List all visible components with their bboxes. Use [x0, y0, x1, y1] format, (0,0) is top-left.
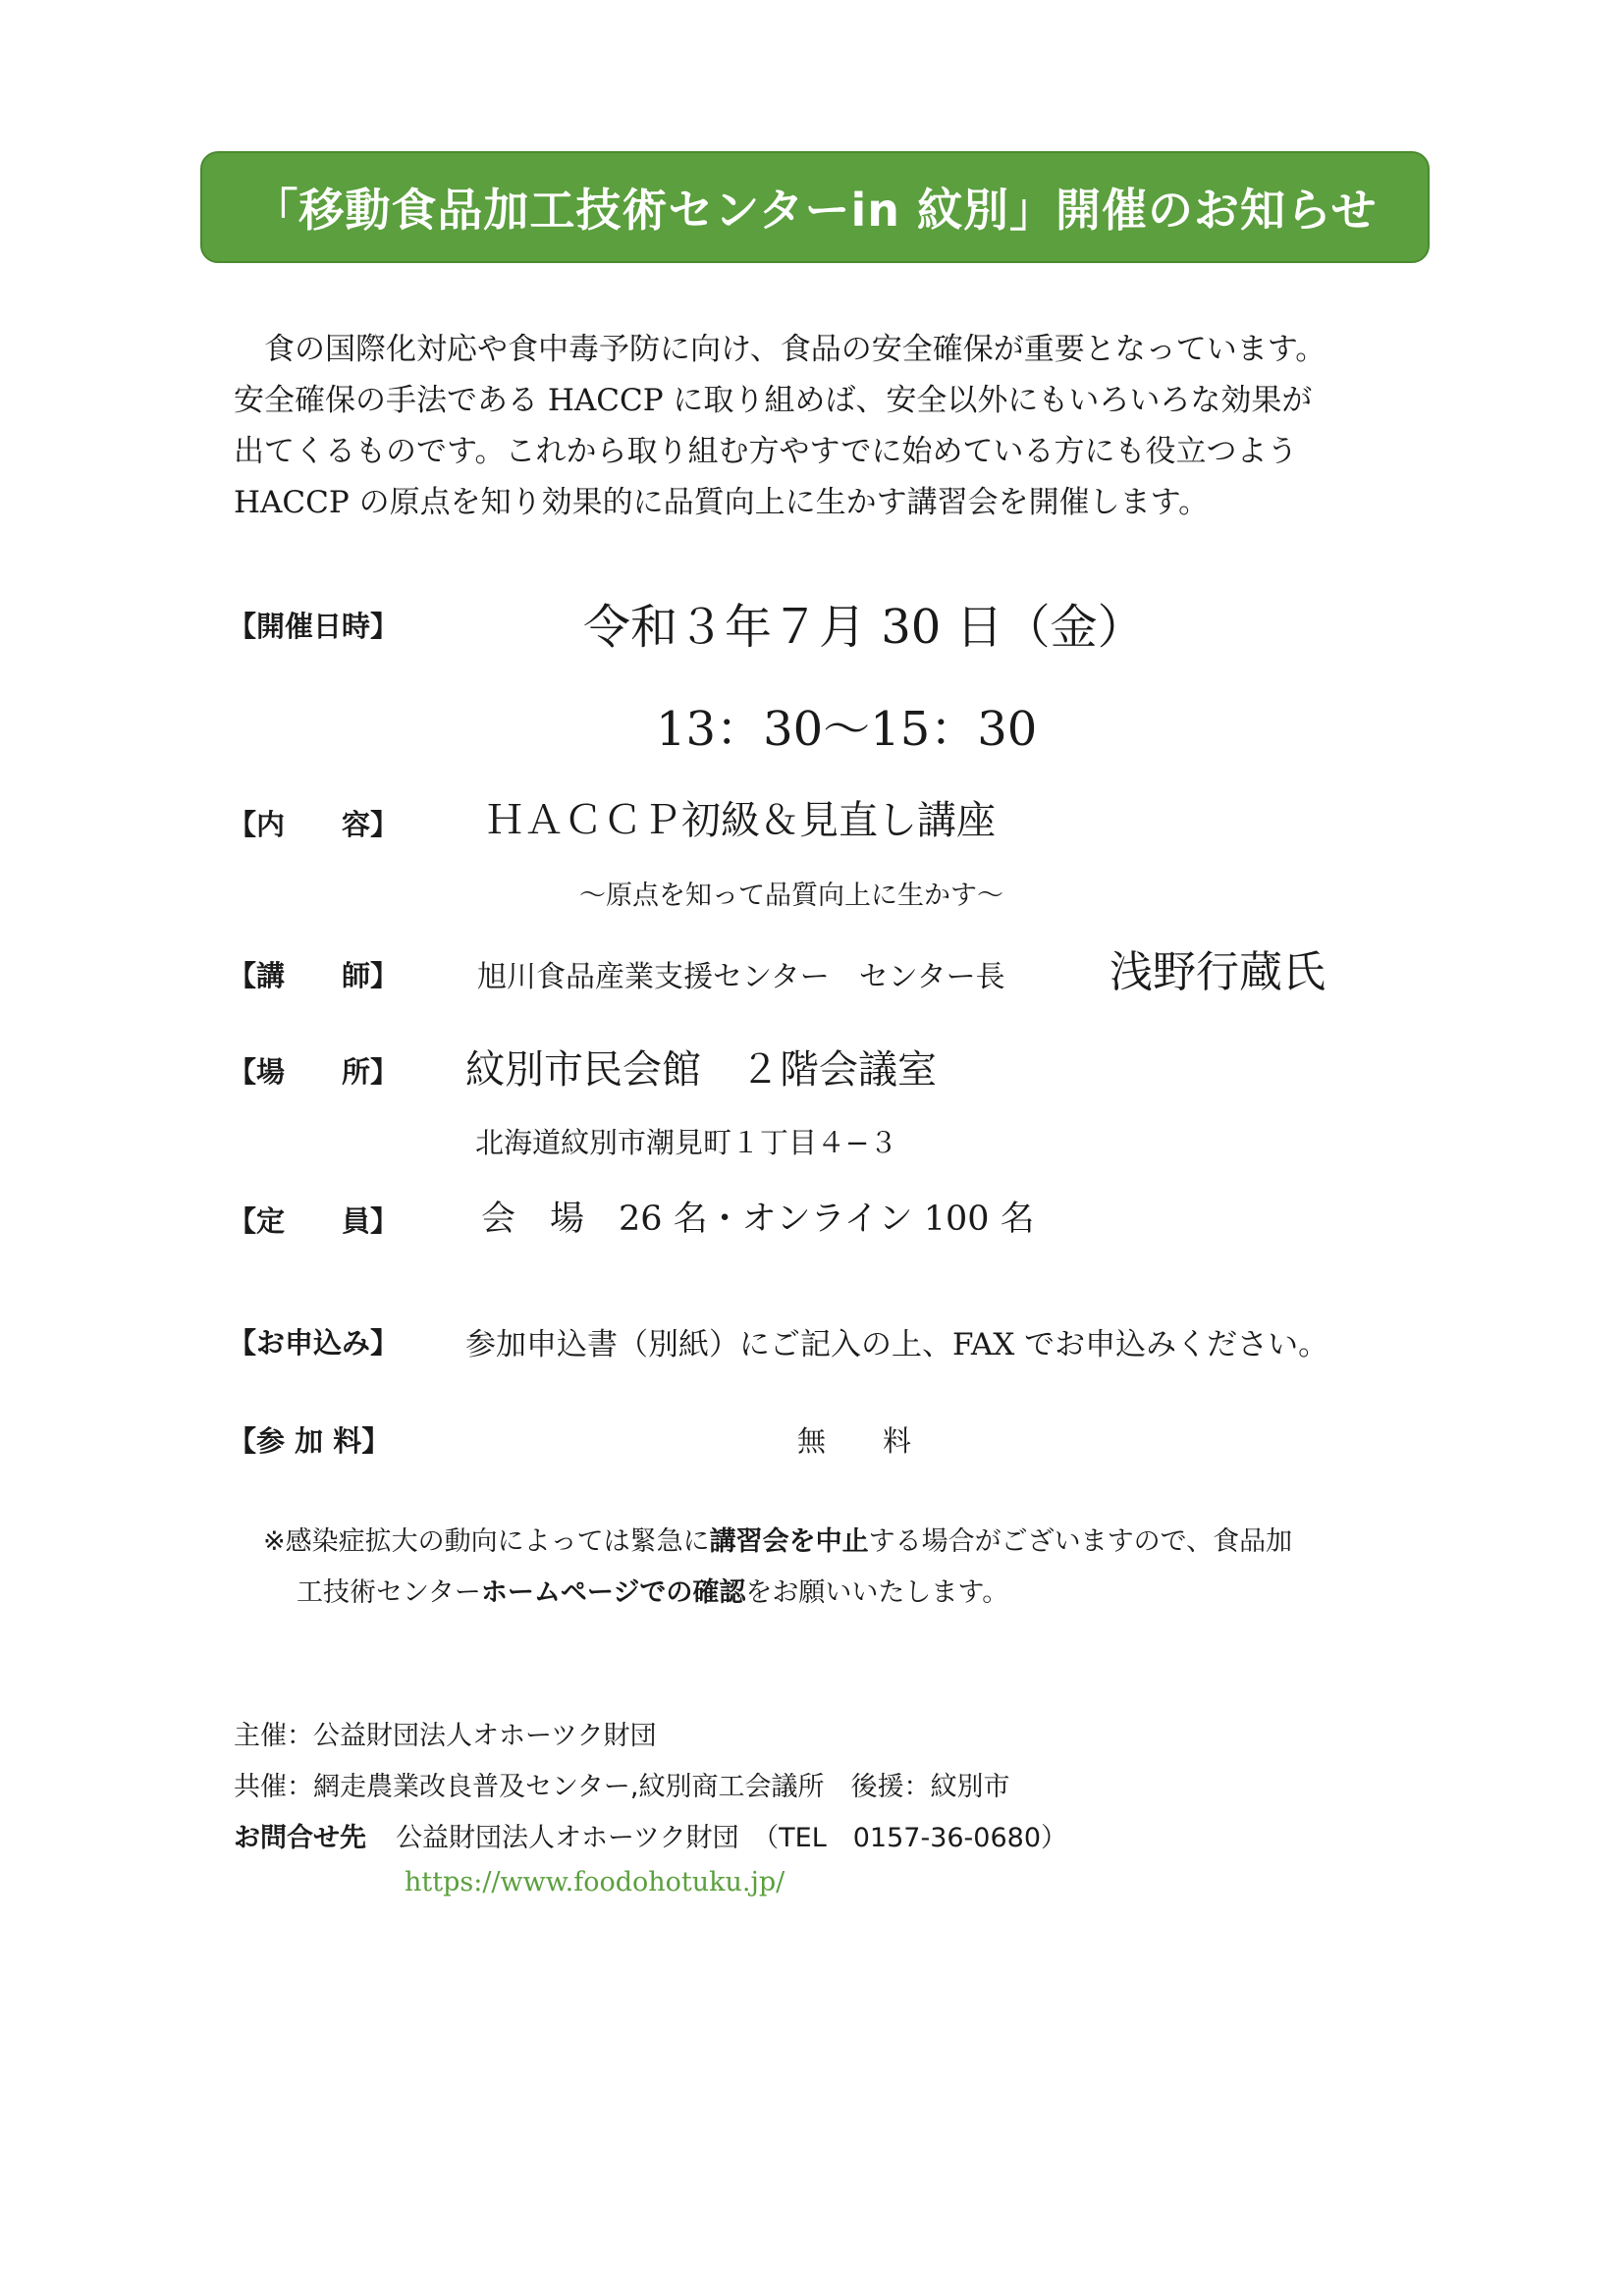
website-link[interactable]: https://www.foodohotuku.jp/	[405, 1867, 785, 1897]
lecturer-label: 【講 師】	[228, 959, 400, 992]
content-label: 【内 容】	[228, 808, 400, 841]
course-title: ＨＡＣＣＰ初級＆見直し講座	[485, 798, 996, 843]
intro-paragraph	[234, 324, 1402, 528]
intro-line: 出てくるものです。これから取り組む方やすでに始めている方にも役立つよう	[234, 434, 1298, 469]
notice-line-2: 工技術センターホームページでの確認をお願いいたします。	[297, 1577, 1009, 1608]
contact-label: お問合せ先	[234, 1823, 366, 1853]
application-label: 【お申込み】	[228, 1326, 400, 1360]
event-date: 令和３年７月 30 日（金）	[583, 600, 1145, 655]
intro-line: 食の国際化対応や食中毒予防に向け、食品の安全確保が重要となっています。	[234, 332, 1326, 367]
capacity-label: 【定 員】	[228, 1204, 400, 1238]
fee-label: 【参 加 料】	[228, 1424, 391, 1458]
capacity-value: 会 場 26 名・オンライン 100 名	[481, 1200, 1035, 1239]
notice-line-1: ※感染症拡大の動向によっては緊急に講習会を中止する場合がございますので、食品加	[263, 1526, 1293, 1557]
lecturer-org: 旭川食品産業支援センター センター長	[477, 960, 1005, 994]
schedule-label: 【開催日時】	[228, 610, 400, 643]
event-time: 13：30～15：30	[656, 702, 1038, 757]
lecturer-name: 浅野行蔵氏	[1110, 947, 1326, 997]
venue-address: 北海道紋別市潮見町１丁目４−３	[475, 1126, 898, 1159]
intro-line: HACCP の原点を知り効果的に品質向上に生かす講習会を開催します。	[234, 485, 1210, 520]
contact-value: 公益財団法人オホーツク財団 （TEL 0157-36-0680）	[396, 1823, 1068, 1853]
application-value: 参加申込書（別紙）にご記入の上、FAX でお申込みください。	[465, 1327, 1329, 1362]
cancellation-notice	[263, 1517, 1402, 1619]
course-subtitle: ～原点を知って品質向上に生かす～	[579, 881, 1003, 911]
venue-name: 紋別市民会館 ２階会議室	[465, 1047, 937, 1093]
page-title: 「移動食品加工技術センターin 紋別」開催のお知らせ	[252, 184, 1378, 237]
venue-label: 【場 所】	[228, 1055, 400, 1089]
cohost: 共催：網走農業改良普及センター,紋別商工会議所 後援：紋別市	[234, 1772, 1010, 1802]
fee-value: 無 料	[797, 1424, 912, 1458]
intro-line: 安全確保の手法である HACCP に取り組めば、安全以外にもいろいろな効果が	[234, 383, 1313, 418]
contact	[234, 1816, 1067, 1854]
organizer: 主催：公益財団法人オホーツク財団	[234, 1721, 657, 1751]
title-banner	[200, 151, 1430, 263]
